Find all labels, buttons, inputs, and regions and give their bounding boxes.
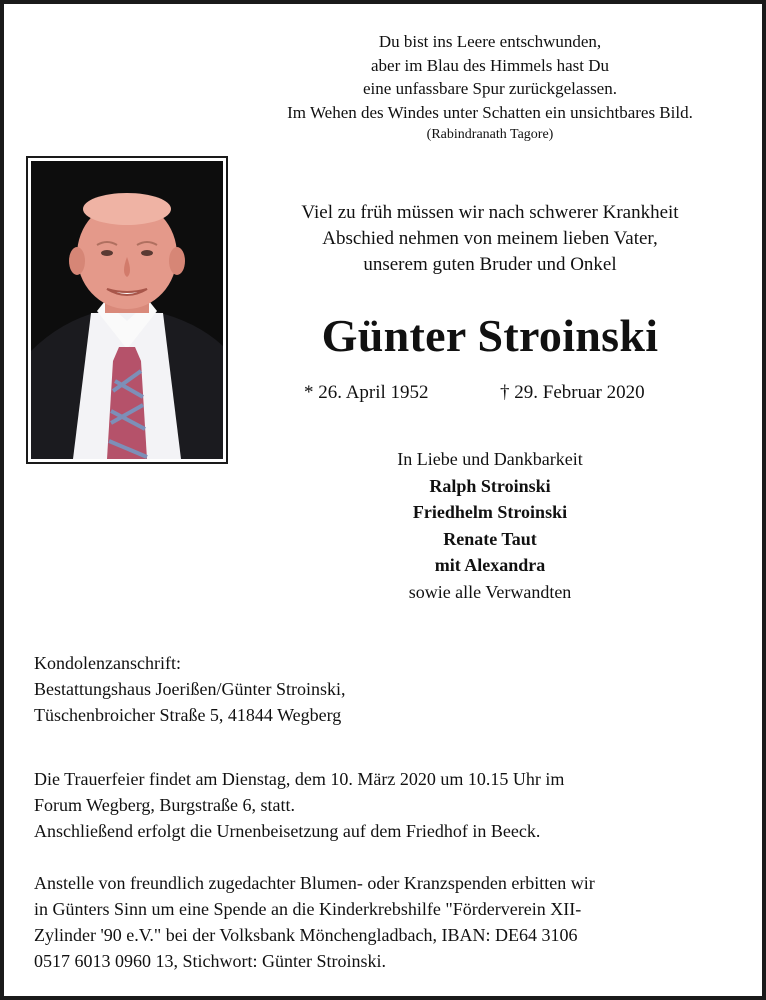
intro-line: Viel zu früh müssen wir nach schwerer Krankheit [301,202,679,223]
death-date: † 29. Februar 2020 [500,382,645,403]
mourner-name: mit Alexandra [434,555,546,575]
poem-line: Du bist ins Leere entschwunden, [378,32,602,51]
poem-line: eine unfassbare Spur zurückgelassen. [363,79,617,98]
condolence-address [34,650,734,728]
address-line: Bestattungshaus Joerißen/Günter Stroinski, [34,679,346,699]
mourner-name: Ralph Stroinski [429,475,551,496]
portrait-photo-frame [26,156,228,464]
mourner-name: Renate Taut [443,528,537,549]
donation-request [34,870,754,974]
poem-block [214,30,766,146]
ceremony-info [34,766,754,844]
poem-author: (Rabindranath Tagore) [426,127,554,142]
ceremony-line: Forum Wegberg, Burgstraße 6, statt. [34,795,296,815]
intro-line: Abschied nehmen von meinem lieben Vater, [322,228,658,249]
ceremony-line: Die Trauerfeier findet am Dienstag, dem 10. März 2020 um 10.15 Uhr im [34,769,565,789]
donation-line: Zylinder '90 e.V." bei der Volksbank Mönchengladbach, IBAN: DE64 3106 [34,925,578,945]
mourners-heading: In Liebe und Dankbarkeit [397,449,583,469]
mourner-name: Friedhelm Stroinski [412,502,568,522]
birth-date: * 26. April 1952 [304,382,429,403]
intro-text [240,200,740,278]
donation-line: Anstelle von freundlich zugedachter Blumen- oder Kranzspenden erbitten wir [34,873,595,893]
address-line: Tüschenbroicher Straße 5, 41844 Wegberg [34,705,342,725]
intro-line: unserem guten Bruder und Onkel [363,254,617,275]
poem-line: aber im Blau des Himmels hast Du [371,55,609,75]
ceremony-line: Anschließend erfolgt die Urnenbeisetzung auf dem Friedhof in Beeck. [34,821,541,841]
poem-line: Im Wehen des Windes unter Schatten ein unsichtbares Bild. [287,102,693,122]
address-line: Kondolenzanschrift: [34,653,181,673]
mourners-closing: sowie alle Verwandten [408,581,572,602]
donation-line: in Günters Sinn um eine Spende an die Kinderkrebshilfe "Förderverein XII- [34,899,582,919]
portrait-photo [31,161,223,459]
deceased-name: Günter Stroinski [321,310,659,361]
mourners-block [240,446,740,605]
donation-line: 0517 6013 0960 13, Stichwort: Günter Stroinski. [34,951,386,971]
